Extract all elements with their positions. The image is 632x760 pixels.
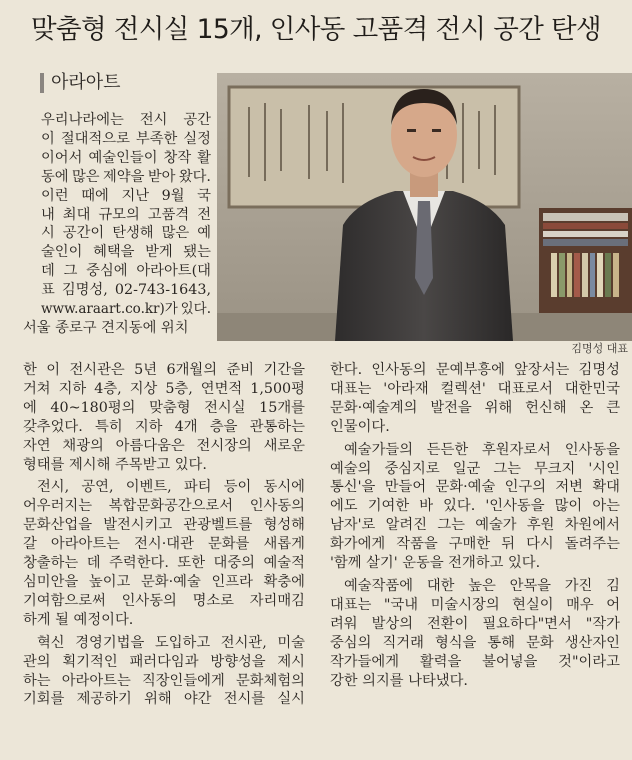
column-b-line: 갖추었다. 특히 지하 4개 층을 관통하는 [23, 418, 305, 435]
column-a-line: 표 김명성, 02-743-1643, [41, 282, 211, 299]
column-a-line: 이 절대적으로 부족한 실정 [41, 130, 211, 147]
photo-caption: 김명성 대표 [571, 342, 628, 355]
column-a-line: 동에 많은 제약을 받아 왔다. [41, 168, 211, 185]
column-c-line: 통신'을 만들어 문화·예술 인구의 저변 확대 [330, 479, 620, 496]
column-b-line: 관의 획기적인 패러다임과 방향성을 제시 [23, 653, 305, 670]
column-b-line: 하는 아라아트는 직장인들에게 문화체험의 [23, 672, 305, 689]
column-c-line: 려워 발상의 전환이 필요하다"면서 "작가 [330, 615, 620, 632]
column-b-line: 자연 채광의 아름다움은 전시장의 새로운 [23, 437, 305, 454]
column-b-line: 문화산업을 발전시키고 관광벨트를 형성해 [23, 517, 305, 534]
column-b-line: 형태를 제시해 주목받고 있다. [23, 456, 207, 473]
column-c-line: 작가들에게 활력을 불어넣을 것"이라고 [330, 653, 620, 670]
column-b-line: 거쳐 지하 4층, 지상 5층, 연면적 1,500평 [23, 380, 305, 397]
column-a-line: 이런 때에 지난 9월 국 [41, 187, 211, 204]
column-b-line: 전시, 공연, 이벤트, 파티 등이 동시에 [37, 479, 305, 496]
column-c-line: 대표는 '아라재 컬렉션' 대표로서 대한민국 [330, 380, 620, 397]
column-a-line: 우리나라에는 전시 공간 [41, 112, 211, 128]
column-c-line: 에도 기여한 바 있다. '인사동을 많이 아는 [330, 498, 620, 515]
column-c-line: 화가에게 작품을 구매한 뒤 다시 돌려주는 [330, 536, 620, 553]
column-b [23, 361, 305, 709]
column-b-line: 혁신 경영기법을 도입하고 전시관, 미술 [37, 634, 305, 651]
column-b-line: 하게 될 예정이다. [23, 611, 134, 628]
column-b-line: 기여함으로써 인사동의 명소로 자리매김 [23, 592, 305, 609]
column-c-line: 예술가들의 든든한 후원자로서 인사동을 [344, 441, 620, 458]
column-a-line: 술인이 혜택을 받게 됐는 [41, 244, 211, 261]
column-c-line: 강한 의지를 나타냈다. [330, 672, 468, 689]
column-b-line: 어우러지는 복합문화공간으로서 인사동의 [23, 498, 305, 515]
column-a-line: 서울 종로구 견지동에 위치 [23, 319, 189, 336]
column-c-line: 문화·예술계의 발전을 위해 헌신해 온 큰 [330, 399, 620, 416]
column-a-line: 시 공간이 탄생해 많은 예 [41, 225, 211, 242]
column-c-line: 인물이다. [330, 418, 390, 435]
column-c-line: 중심의 직거래 형식을 통해 문화 생산자인 [330, 634, 620, 651]
column-b-line: 창출하는 데 주력한다. 또한 대중의 예술적 [23, 555, 305, 572]
headline: 맞춤형 전시실 15개, 인사동 고품격 전시 공간 탄생 [30, 14, 602, 45]
column-b-line: 심미안을 높이고 문화·예술 인프라 확충에 [23, 573, 305, 590]
column-c-line: '함께 살기' 운동을 전개하고 있다. [330, 555, 541, 572]
column-c-line: 한다. 인사동의 문예부흥에 앞장서는 김명성 [330, 362, 620, 378]
column-a-line: www.araart.co.kr)가 있다. [41, 301, 211, 318]
column-c-line: 예술의 중심지로 일군 그는 무크지 '시인 [330, 460, 620, 477]
column-c [330, 361, 620, 690]
column-a-line: 이어서 예술인들이 창작 활 [41, 149, 211, 166]
portrait-photo [217, 73, 632, 341]
column-c-line: 예술작품에 대한 높은 안목을 가진 김 [344, 577, 620, 594]
column-a-line: 내 최대 규모의 고품격 전 [41, 206, 211, 223]
column-b-line: 에 40~180평의 맞춤형 전시실 15개를 [23, 399, 305, 416]
section-label: 아라아트 [51, 72, 121, 93]
column-c-line: 남자'로 알려진 그는 예술가 후원 차원에서 [330, 517, 620, 534]
column-b-line: 한 이 전시관은 5년 6개월의 준비 기간을 [23, 362, 305, 378]
column-b-line: 기회를 제공하기 위해 야간 전시를 실시 [23, 691, 305, 708]
column-a [23, 111, 211, 338]
column-b-line: 갈 아라아트는 전시·대관 문화를 새롭게 [23, 536, 305, 553]
section-marker [40, 73, 44, 93]
column-a-line: 데 그 중심에 아라아트(대 [41, 263, 211, 280]
column-c-line: 대표는 "국내 미술시장의 현실이 매우 어 [330, 596, 620, 613]
